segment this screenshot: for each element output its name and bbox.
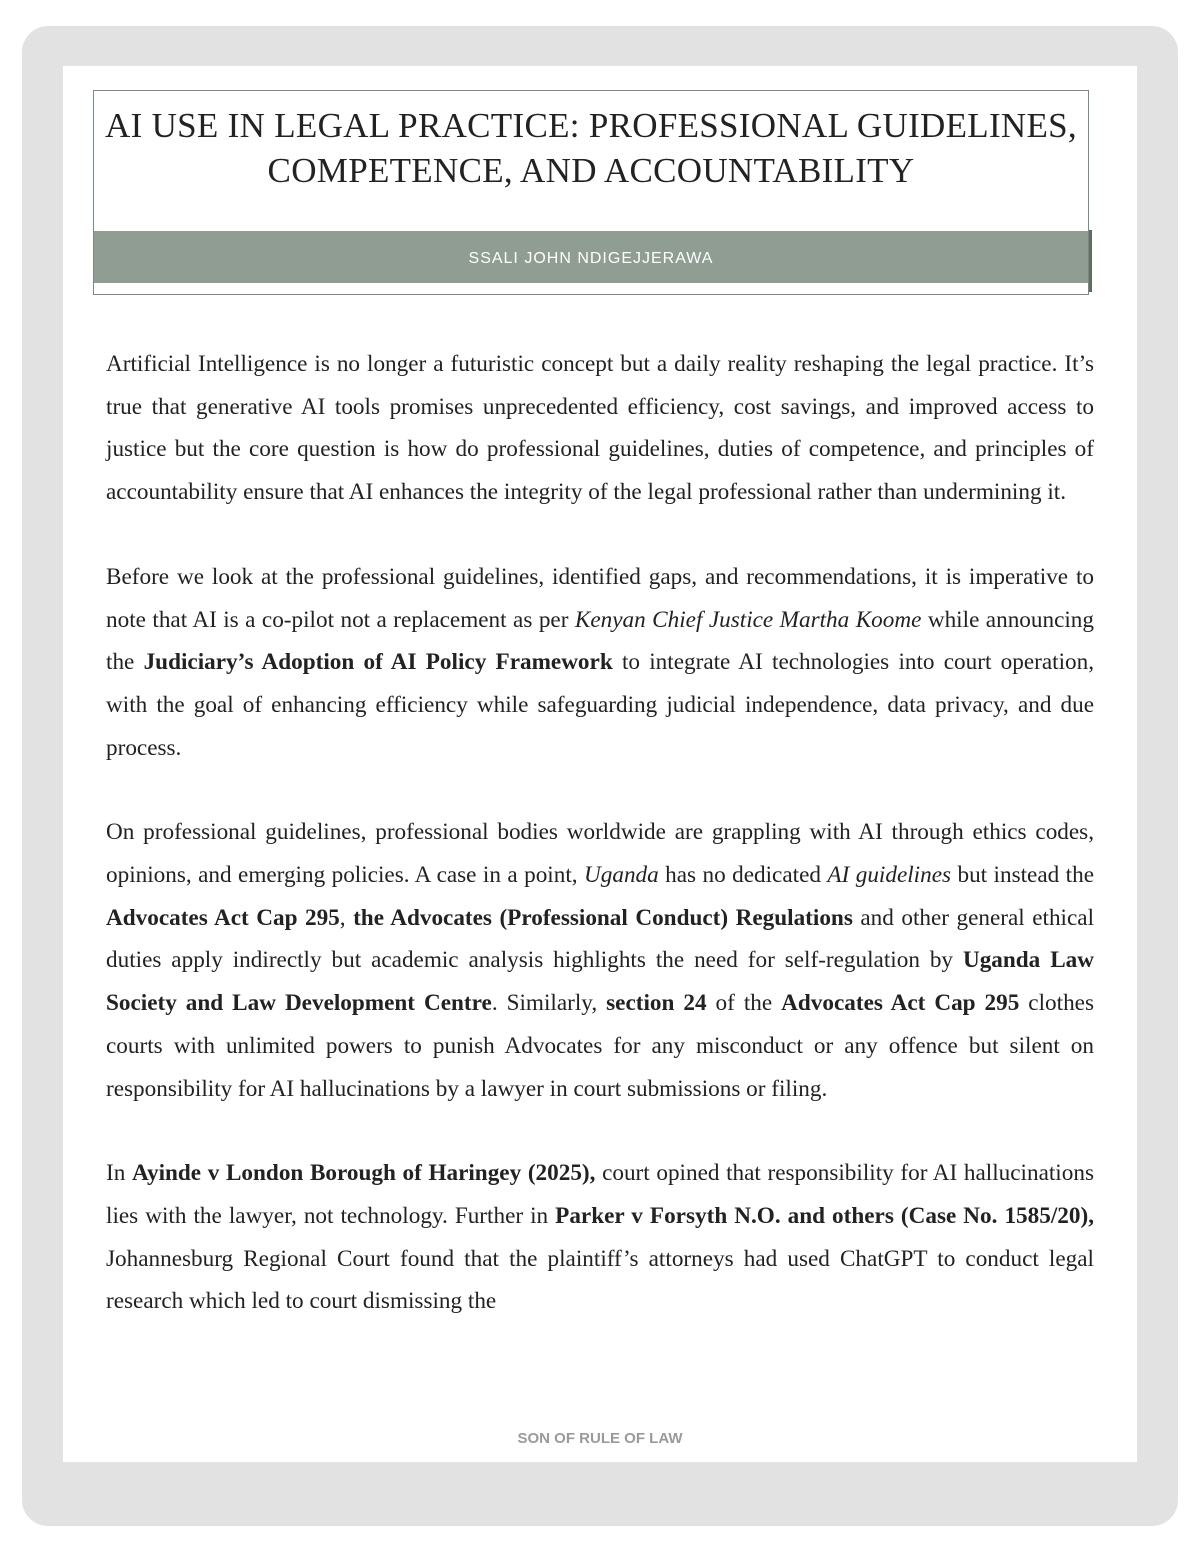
title-box [93, 90, 1089, 295]
paragraph-case-law [106, 1152, 1094, 1323]
paragraph-text: Johannesburg Regional Court found that the plaintiff’s attorneys had used ChatGPT to conduct legal research which led to court dismissing the [106, 1245, 1094, 1315]
paragraph-text: and other general ethical duties apply indirectly but academic analysis highlights the need for self-regulation by [106, 904, 1095, 974]
paragraph-text: , [339, 904, 354, 931]
author-band [94, 231, 1088, 283]
footer-area [63, 1405, 1137, 1427]
paragraph-text: of the [706, 990, 782, 1017]
document-body [106, 343, 1094, 1365]
document-title: AI USE IN LEGAL PRACTICE: PROFESSIONAL GUIDELINES, COMPETENCE, AND ACCOUNTABILITY [105, 106, 1077, 190]
paragraph-text: Before we look at the professional guidelines, identified gaps, and recommendations, it is imperative to note that AI is a co-pilot not a replacement as per [106, 563, 1094, 633]
paragraph-text: to integrate AI technologies into court operation, with the goal of enhancing efficiency while safeguarding judicial independence, data privacy, and due process. [106, 649, 1094, 761]
bold-reference: the Advocates (Professional Conduct) Regulations [353, 904, 853, 931]
paragraph-text: In [106, 1160, 132, 1187]
paragraph-text: while announcing the [106, 606, 1094, 676]
paragraph-text: Artificial Intelligence is no longer a futuristic concept but a daily reality reshaping the legal practice. It’s true that generative AI tools promises unprecedented efficiency, cost savings, and improved access to justice but the core question is how do professional guidelines, duties of competence, and principles of accountability ensure that AI enhances the integrity of the legal professional rather than undermining it. [106, 351, 1094, 506]
paragraph-text: . Similarly, [491, 990, 607, 1017]
italic-reference: Kenyan Chief Justice Martha Koome [574, 606, 922, 633]
paragraph-intro [106, 343, 1094, 514]
bold-reference: Advocates Act Cap 295 [781, 990, 1020, 1017]
bold-reference: Ayinde v London Borough of Haringey (2025), [131, 1160, 596, 1187]
bold-reference: Judiciary’s Adoption of AI Policy Framework [143, 649, 613, 676]
bold-reference: section 24 [606, 990, 707, 1017]
paragraph-text: On professional guidelines, professional bodies worldwide are grappling with AI through ethics codes, opinions, and emerging policies. A case in a point, [106, 819, 1094, 889]
paragraph-text: but instead the [951, 862, 1094, 889]
italic-reference: AI guidelines [827, 862, 952, 889]
page-footer: SON OF RULE OF LAW [517, 1430, 683, 1447]
paragraph-text: court opined that responsibility for AI hallucinations lies with the lawyer, not technology. Further in [106, 1160, 1094, 1229]
bold-reference: Advocates Act Cap 295 [106, 904, 340, 931]
bold-reference: Uganda Law Society and Law Development Centre [106, 947, 1094, 1017]
band-shadow [1089, 230, 1092, 292]
author-name: SSALI JOHN NDIGEJJERAWA [468, 250, 714, 267]
paragraph-text: has no dedicated [658, 862, 828, 889]
bold-reference: Parker v Forsyth N.O. and others (Case No. 1585/20), [555, 1202, 1094, 1229]
paragraph-co-pilot [106, 556, 1094, 770]
paragraph-guidelines [106, 811, 1094, 1110]
paragraph-text: clothes courts with unlimited powers to punish Advocates for any misconduct or any offence but silent on responsibility for AI hallucinations by a lawyer in court submissions or filing. [106, 990, 1094, 1102]
italic-reference: Uganda [584, 862, 659, 889]
